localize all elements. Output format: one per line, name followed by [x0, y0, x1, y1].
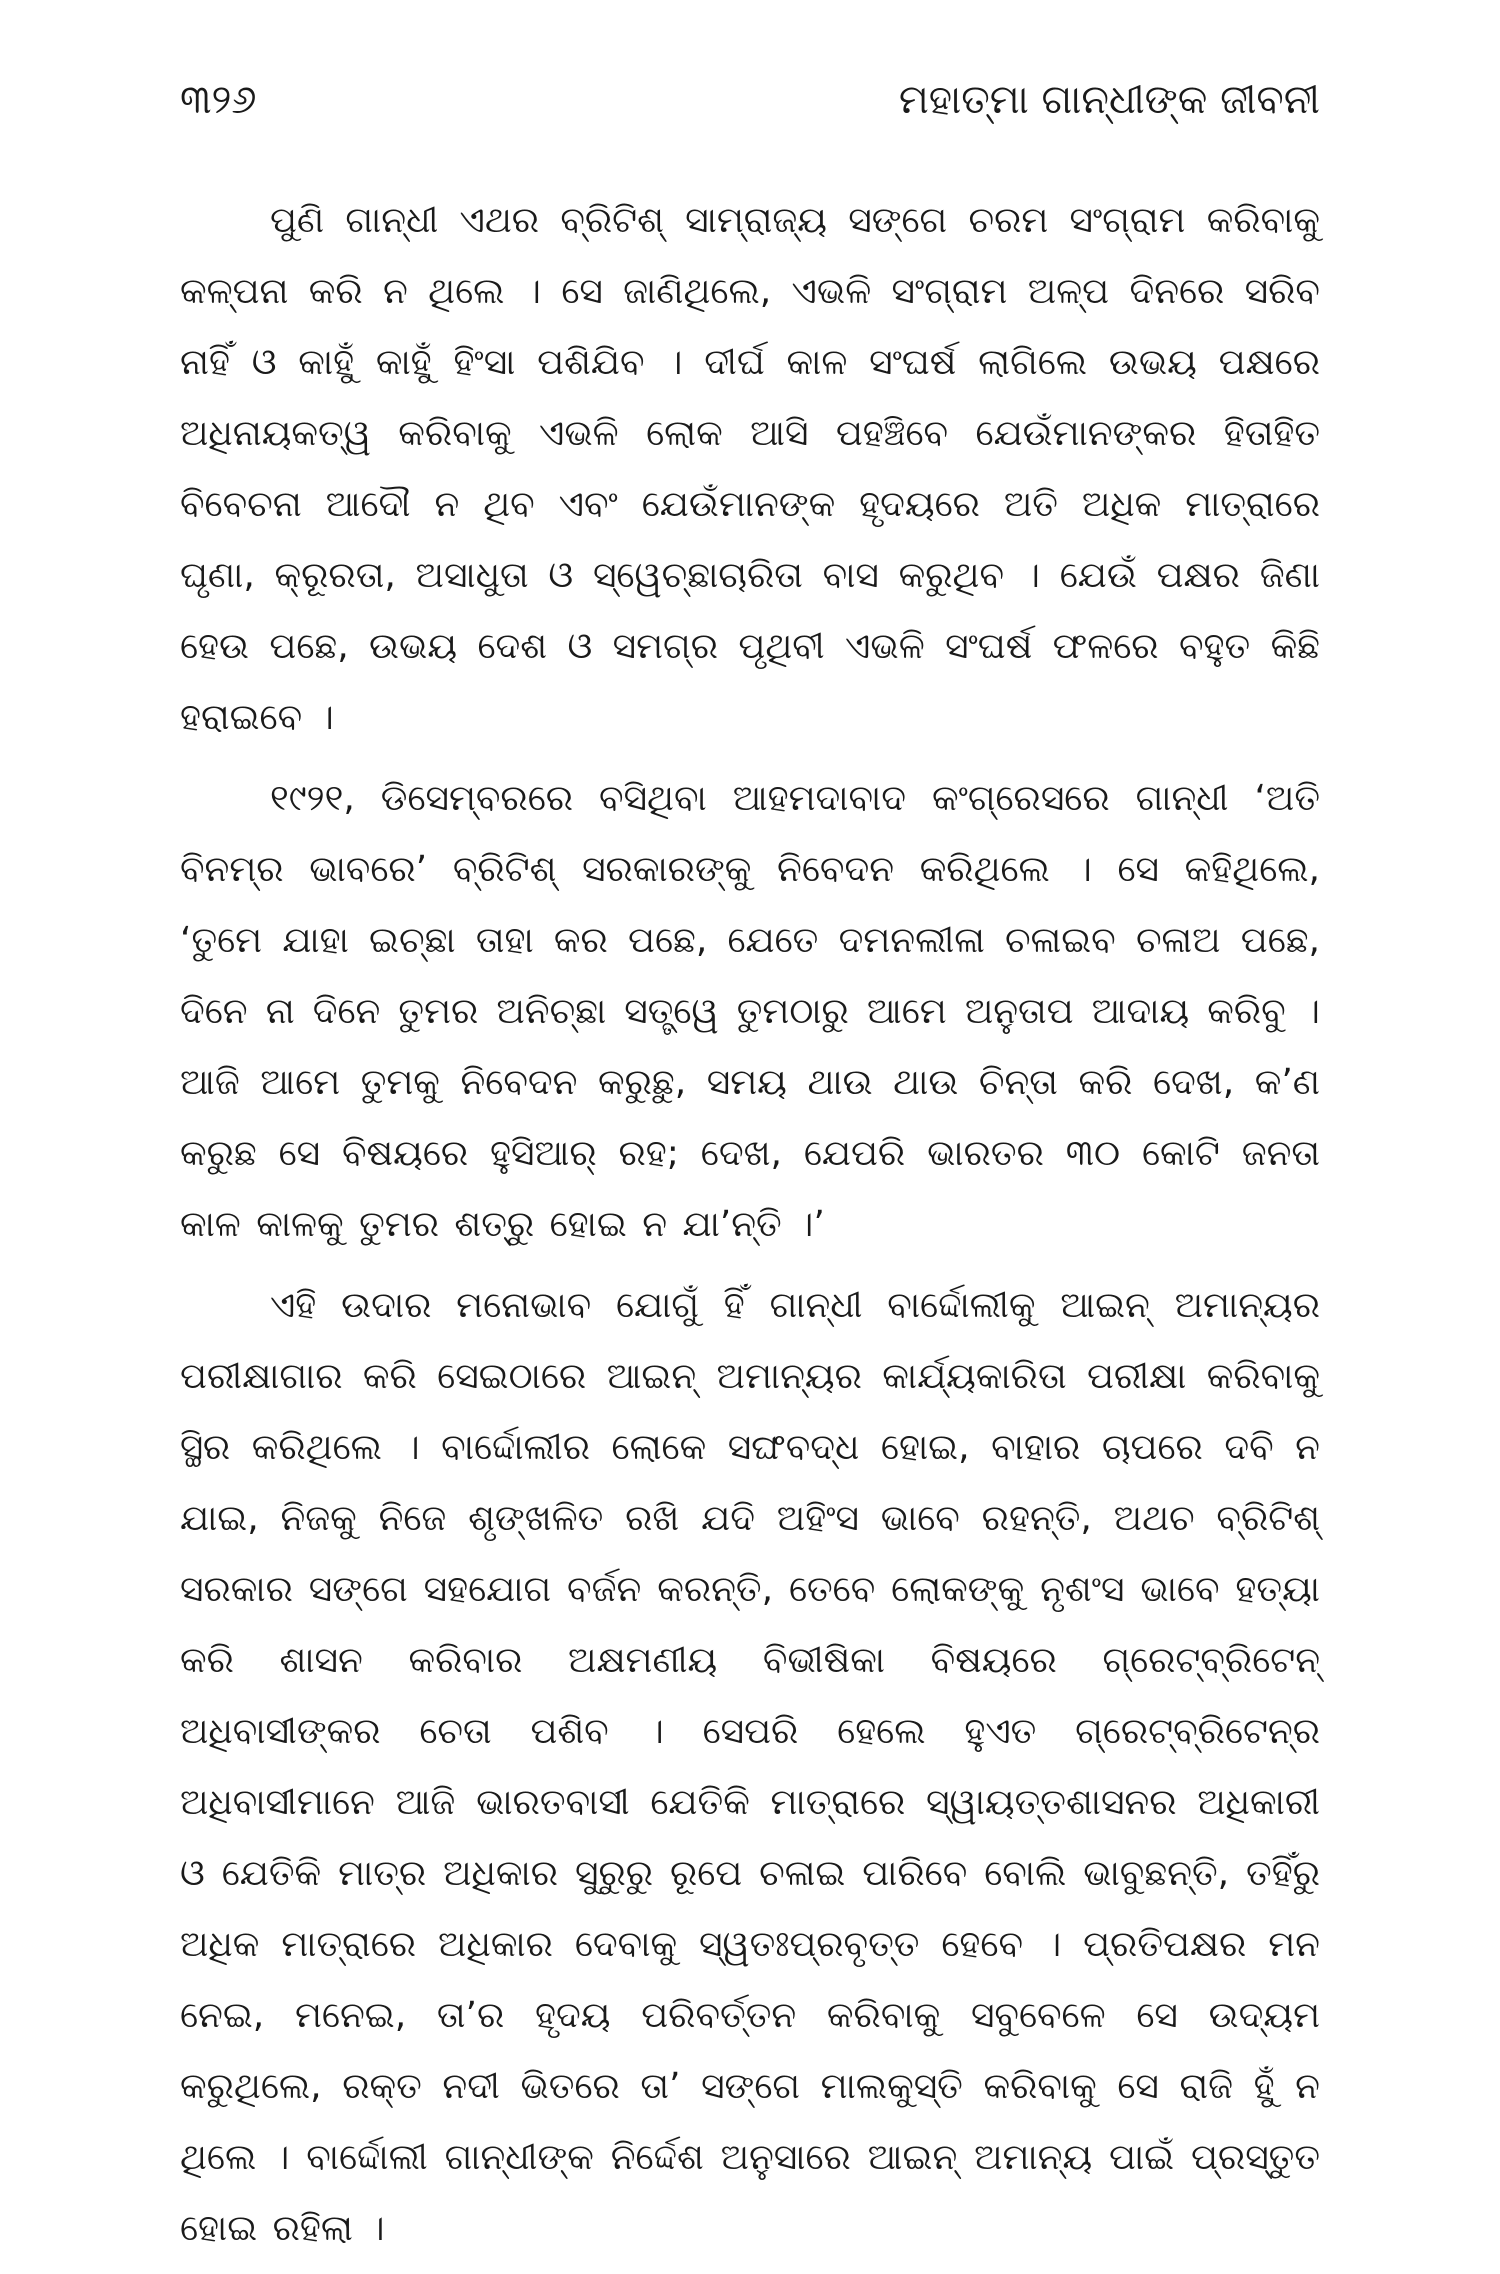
page-number: ୩୨୬ — [180, 77, 257, 123]
paragraph: ୧୯୨୧, ଡିସେମ୍ବରରେ ବସିଥିବା ଆହମଦାବାଦ କଂଗ୍ରେସରେ ଗାନ୍ଧୀ ‘ଅତି ବିନମ୍ର ଭାବରେ’ ବ୍ରିଟିଶ୍ ସରକାରଙ୍କୁ ନିବେଦନ କରିଥିଲେ । ସେ କହିଥିଲେ, ‘ତୁମେ ଯାହା ଇଚ୍ଛା ତାହା କର ପଛେ, ଯେତେ ଦମନଲୀଳା ଚଳାଇବ ଚଳାଅ ପଛେ, ଦିନେ ନା ଦିନେ ତୁମର ଅନିଚ୍ଛା ସତ୍ତ୍ୱେ ତୁମଠାରୁ ଆମେ ଅନୁତାପ ଆଦାୟ କରିବୁ । ଆଜି ଆମେ ତୁମକୁ ନିବେଦନ କରୁଛୁ, ସମୟ ଥାଉ ଥାଉ ଚିନ୍ତା କରି ଦେଖ, କ’ଣ କରୁଛ ସେ ବିଷୟରେ ହୁସିଆର୍ ରହ; ଦେଖ, ଯେପରି ଭାରତର ୩୦ କୋଟି ଜନତା କାଳ କାଳକୁ ତୁମର ଶତ୍ରୁ ହୋଇ ନ ଯା’ନ୍ତି ।’ — [180, 778, 1320, 1245]
page-header — [180, 70, 1320, 140]
paragraph: ଏହି ଉଦାର ମନୋଭାବ ଯୋଗୁଁ ହିଁ ଗାନ୍ଧୀ ବାର୍ଦ୍ଦୋଲୀକୁ ଆଇନ୍ ଅମାନ୍ୟର ପରୀକ୍ଷାଗାର କରି ସେଇଠାରେ ଆଇନ୍ ଅମାନ୍ୟର କାର୍ଯ୍ୟକାରିତା ପରୀକ୍ଷା କରିବାକୁ ସ୍ଥିର କରିଥିଲେ । ବାର୍ଦ୍ଦୋଲୀର ଲୋକେ ସଙ୍ଘବଦ୍ଧ ହୋଇ, ବାହାର ଚାପରେ ଦବି ନ ଯାଇ, ନିଜକୁ ନିଜେ ଶୃଙ୍ଖଳିତ ରଖି ଯଦି ଅହିଂସ ଭାବେ ରହନ୍ତି, ଅଥଚ ବ୍ରିଟିଶ୍ ସରକାର ସଙ୍ଗେ ସହଯୋଗ ବର୍ଜନ କରନ୍ତି, ତେବେ ଲୋକଙ୍କୁ ନୃଶଂସ ଭାବେ ହତ୍ୟା କରି ଶାସନ କରିବାର ଅକ୍ଷମଣୀୟ ବିଭୀଷିକା ବିଷୟରେ ଗ୍ରେଟ୍‌ବ୍ରିଟେନ୍ ଅଧିବାସୀଙ୍କର ଚେତା ପଶିବ । ସେପରି ହେଲେ ହୁଏତ ଗ୍ରେଟ୍‌ବ୍ରିଟେନ୍‌ର ଅଧିବାସୀମାନେ ଆଜି ଭାରତବାସୀ ଯେତିକି ମାତ୍ରାରେ ସ୍ୱାୟତ୍ତଶାସନର ଅଧିକାରୀ ଓ ଯେତିକି ମାତ୍ର ଅଧିକାର ସୁରୁରୁ ରୂପେ ଚଳାଇ ପାରିବେ ବୋଲି ଭାବୁଛନ୍ତି, ତହିଁରୁ ଅଧିକ ମାତ୍ରାରେ ଅଧିକାର ଦେବାକୁ ସ୍ୱତଃପ୍ରବୃତ୍ତ ହେବେ । ପ୍ରତିପକ୍ଷର ମନ ନେଇ, ମନେଇ, ତା’ର ହୃଦୟ ପରିବର୍ତ୍ତନ କରିବାକୁ ସବୁବେଳେ ସେ ଉଦ୍ୟମ କରୁଥିଲେ, ରକ୍ତ ନଦୀ ଭିତରେ ତା’ ସଙ୍ଗେ ମାଲକୁସ୍ତି କରିବାକୁ ସେ ରାଜି ହୁଁ ନ ଥିଲେ । ବାର୍ଦ୍ଦୋଲୀ ଗାନ୍ଧୀଙ୍କ ନିର୍ଦ୍ଦେଶ ଅନୁସାରେ ଆଇନ୍ ଅମାନ୍ୟ ପାଇଁ ପ୍ରସ୍ତୁତ ହୋଇ ରହିଲା । — [180, 1285, 1320, 2249]
body-text — [180, 185, 1320, 2274]
running-title: ମହାତ୍ମା ଗାନ୍ଧୀଙ୍କ ଜୀବନୀ — [898, 77, 1320, 123]
paragraph: ପୁଣି ଗାନ୍ଧୀ ଏଥର ବ୍ରିଟିଶ୍ ସାମ୍ରାଜ୍ୟ ସଙ୍ଗେ ଚରମ ସଂଗ୍ରାମ କରିବାକୁ କଳ୍ପନା କରି ନ ଥିଲେ । ସେ ଜାଣିଥିଲେ, ଏଭଳି ସଂଗ୍ରାମ ଅଳ୍ପ ଦିନରେ ସରିବ ନାହିଁ ଓ କାହୁଁ କାହୁଁ ହିଂସା ପଶିଯିବ । ଦୀର୍ଘ କାଳ ସଂଘର୍ଷ ଲାଗିଲେ ଉଭୟ ପକ୍ଷରେ ଅଧିନାୟକତ୍ୱ କରିବାକୁ ଏଭଳି ଲୋକ ଆସି ପହଞ୍ଚିବେ ଯେଉଁମାନଙ୍କର ହିତାହିତ ବିବେଚନା ଆଦୌ ନ ଥିବ ଏବଂ ଯେଉଁମାନଙ୍କ ହୃଦୟରେ ଅତି ଅଧିକ ମାତ୍ରାରେ ଘୃଣା, କ୍ରୂରତା, ଅସାଧୁତା ଓ ସ୍ୱେଚ୍ଛାଚାରିତା ବାସ କରୁଥିବ । ଯେଉଁ ପକ୍ଷର ଜିଣା ହେଉ ପଛେ, ଉଭୟ ଦେଶ ଓ ସମଗ୍ର ପୃଥିବୀ ଏଭଳି ସଂଘର୍ଷ ଫଳରେ ବହୁତ କିଛି ହରାଇବେ । — [180, 200, 1320, 738]
